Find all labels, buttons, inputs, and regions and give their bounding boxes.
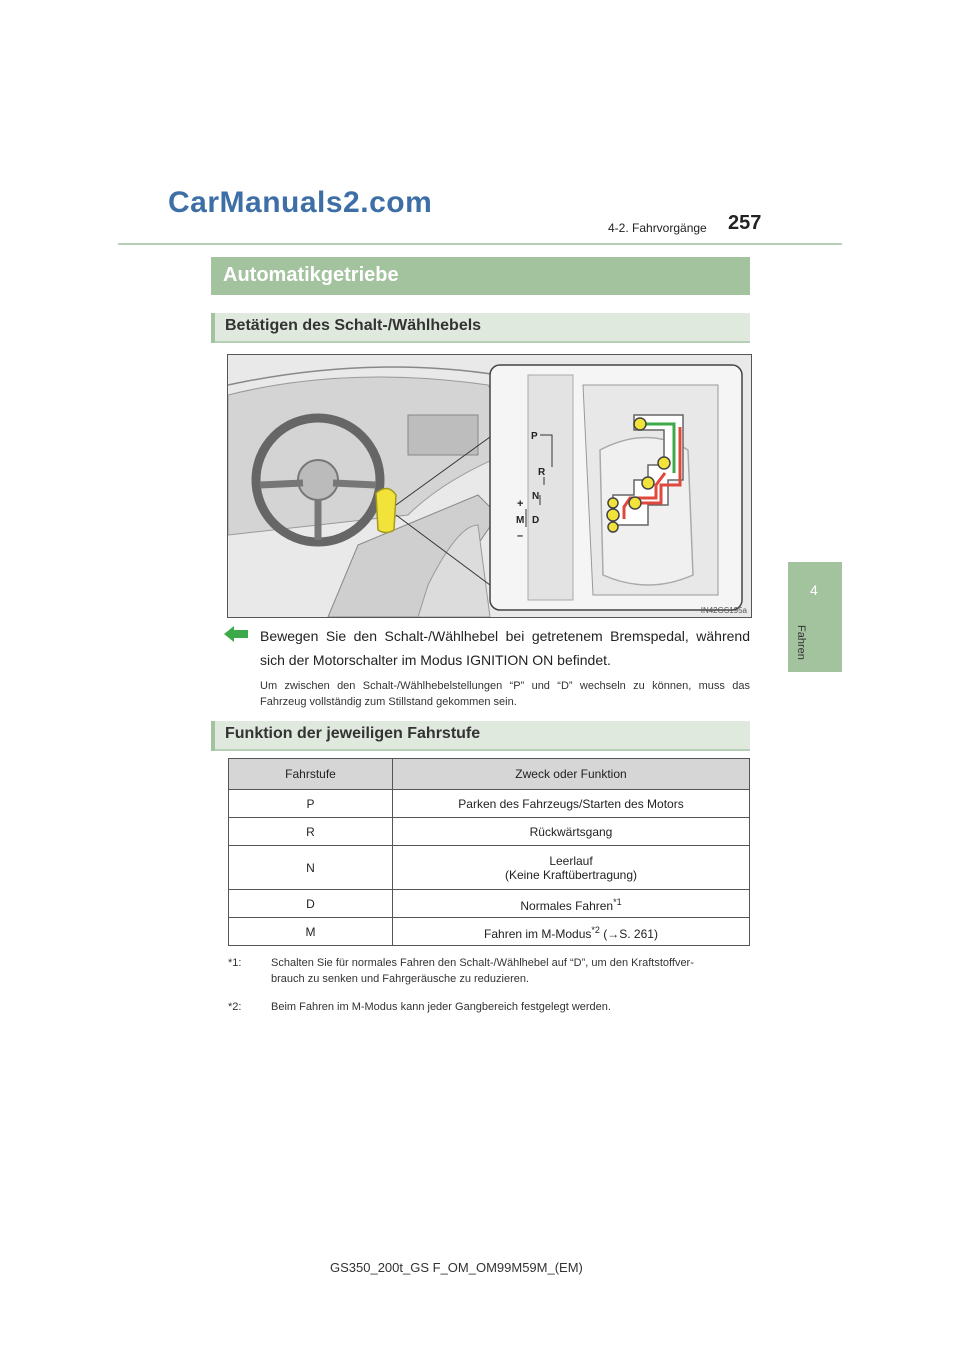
figure-code: IN42GS195a — [700, 606, 747, 615]
page-title-bar — [211, 257, 750, 295]
footnote-ref: *2 — [591, 924, 600, 935]
watermark-logo: CarManuals2.com — [168, 186, 433, 219]
function-line: (Keine Kraftübertragung) — [504, 867, 638, 882]
label-p: P — [531, 431, 538, 442]
section-heading-1-text: Betätigen des Schalt-/Wählhebels — [225, 317, 482, 334]
section-heading-1 — [211, 313, 750, 343]
gear-dot-r — [658, 457, 670, 469]
footnote-ref: *1 — [613, 896, 622, 907]
gear-dot-d — [629, 497, 641, 509]
function-line: Leerlauf — [549, 853, 593, 868]
label-d: D — [532, 515, 540, 526]
gear-dot-minus — [608, 522, 618, 532]
gear-cell: N — [229, 846, 393, 890]
footnote-1 — [228, 955, 750, 987]
table-row — [229, 890, 750, 918]
header-rule — [118, 243, 842, 245]
column-header-function: Zweck oder Funktion — [393, 759, 750, 790]
page-reference: (→S. 261) — [599, 926, 658, 941]
section-heading-2-text: Funktion der jeweiligen Fahrstufe — [225, 725, 481, 742]
footnote-text: Beim Fahren im M-Modus kann jeder Gangbereich festgelegt werden. — [271, 1001, 611, 1013]
function-cell: Parken des Fahrzeugs/Starten des Motors — [393, 790, 750, 818]
table-row — [229, 846, 750, 890]
table-header-row — [229, 759, 750, 790]
steering-hub — [298, 460, 338, 500]
gear-dot-m — [607, 509, 619, 521]
footnote-text: Schalten Sie für normales Fahren den Schalt-/Wählhebel auf “D”, um den Kraftstoffver- — [271, 957, 694, 969]
infotainment-unit — [408, 415, 478, 455]
document-footer: GS350_200t_GS F_OM_OM99M59M_(EM) — [330, 1260, 583, 1275]
gear-cell: D — [229, 890, 393, 918]
note-text: Um zwischen den Schalt-/Wählhebelstellungen “P” und “D” wechseln zu können, muss das Fahrzeug vollständig zum Stillstand gekommen sein. — [260, 680, 750, 708]
label-n: N — [532, 491, 540, 502]
column-header-gear: Fahrstufe — [229, 759, 393, 790]
label-minus: – — [517, 530, 524, 542]
instruction-text: Bewegen Sie den Schalt-/Wählhebel bei getretenem Bremspedal, während sich der Motorschalter im Modus IGNITION ON befindet. — [260, 628, 750, 668]
shift-lever-figure — [227, 354, 752, 618]
table-row — [229, 790, 750, 818]
chapter-label: Fahren — [795, 625, 807, 660]
gear-dot-n — [642, 477, 654, 489]
gear-dot-p — [634, 418, 646, 430]
footnote-mark: *1: — [228, 957, 242, 969]
footnote-mark: *2: — [228, 1001, 242, 1013]
gear-function-table — [228, 758, 750, 946]
gear-cell: M — [229, 918, 393, 946]
inset-console — [528, 375, 573, 600]
table-row — [229, 818, 750, 846]
gear-cell: P — [229, 790, 393, 818]
arrow-left-icon — [224, 624, 248, 644]
function-cell — [393, 890, 750, 918]
footnote-2 — [228, 999, 750, 1015]
function-text: Normales Fahren — [520, 898, 614, 913]
gear-cell: R — [229, 818, 393, 846]
label-m: M — [516, 515, 525, 526]
section-heading-2 — [211, 721, 750, 751]
function-cell — [393, 918, 750, 946]
label-r: R — [538, 467, 546, 478]
lever-highlight — [376, 488, 396, 532]
page-title: Automatikgetriebe — [223, 264, 399, 286]
section-label: 4-2. Fahrvorgänge — [608, 221, 707, 235]
chapter-number: 4 — [810, 582, 818, 598]
gear-dot-plus — [608, 498, 618, 508]
footnote-text-cont: brauch zu senken und Fahrgeräusche zu reduzieren. — [271, 973, 530, 985]
figure-illustration — [228, 355, 751, 617]
function-cell: Rückwärtsgang — [393, 818, 750, 846]
function-cell — [393, 846, 750, 890]
label-plus: + — [517, 498, 524, 510]
function-text: Fahren im M-Modus — [484, 926, 592, 941]
page-number: 257 — [728, 212, 762, 234]
table-row — [229, 918, 750, 946]
